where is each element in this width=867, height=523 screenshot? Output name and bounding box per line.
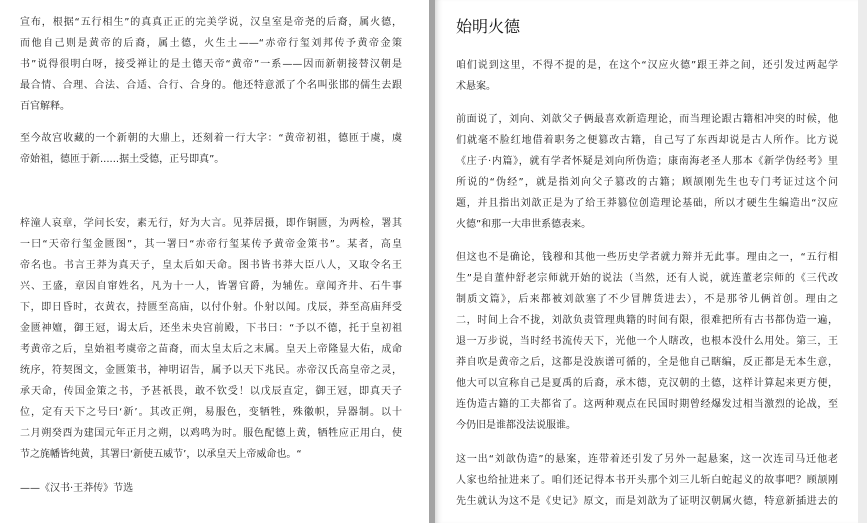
quote-block	[20, 213, 402, 465]
text-line: 火德”和那一大串世系德表来。	[456, 219, 592, 230]
left-page[interactable]	[0, 0, 429, 523]
text-line: 二月朔癸酉为建国元年正月之朔，以鸡鸣为时。服色配德上黄，牺牲应正用白，使	[20, 428, 402, 439]
text-line: 帝名也。书言王莽为真天子，皇太后如天命。图书皆书莽大臣八人，又取令名王	[20, 260, 402, 271]
text-line: 先生就认为这不是《史记》原文，而是刘歆为了证明汉朝属火德，特意新插进去的	[456, 496, 838, 507]
text-line: 金匮神嬗，御王冠，谒太后，还坐未央宫前殿，下书曰：“予以不德，托于皇初祖	[20, 323, 402, 334]
paragraph	[456, 55, 838, 97]
text-line: 宣布，根据“五行相生”的真真正正的完美学说，汉皇室是帝尧的后裔，属火德，	[20, 17, 402, 28]
text-line: 今仍旧是谁都没法说服谁。	[456, 420, 576, 431]
paragraph	[20, 128, 402, 170]
text-line: 他大可以宣称自己是夏禹的后裔，承木德，克汉朝的土德，这样计算起来更方便，	[456, 378, 838, 389]
text-line: 题，并且指出刘歆正是为了给王莽篡位创造理论基础，所以才硬生生编造出“汉应	[456, 198, 838, 209]
text-line: 承天命，传国金策之书，予甚祇畏，敢不钦受！以戊辰直定，御王冠，即真天子	[20, 386, 402, 397]
text-line: 但这也不是确论，钱穆和其他一些历史学者就力辩并无此事。理由之一，“五行相	[456, 252, 838, 263]
text-line: 二，时间上合不拢，刘歆负责管理典籍的时间有限，很难把所有古书都伪造一遍，	[456, 315, 838, 326]
text-line: 生”是自董仲舒老宗师就开始的说法（当然，还有人说，就连董老宗师的《三代改	[456, 273, 838, 284]
text-line: 《庄子·内篇》，就有学者怀疑是刘向所伪造；康南海老圣人那本《新学伪经考》里	[456, 156, 838, 167]
text-line: 而他自己则是黄帝的后裔，属土德，火生土——“赤帝行玺刘邦传予黄帝金策	[20, 38, 402, 49]
text-line: 莽自吹是黄帝之后，这都是没族谱可循的，全是他自己瞎编，反正都是无本生意，	[456, 357, 838, 368]
page-edge	[858, 0, 867, 523]
text-line: 兴、王盛，章因自窜姓名，凡为十一人，皆署官爵，为辅佐。章闻齐井、石牛事	[20, 281, 402, 292]
text-line: 术悬案。	[456, 81, 496, 92]
source-line: ——《汉书·王莽传》节选	[20, 483, 134, 494]
text-line: 节之旄幡皆纯黄，其署曰‘新使五威节’，以承皇天上帝威命也。“	[20, 449, 302, 460]
text-line: 下，即日昏时，衣黄衣，持匮至高庙，以付仆射。仆射以闻。戊辰，莽至高庙拜受	[20, 302, 402, 313]
text-line: 人家也给扯进来了。咱们还记得本书开头那个刘三儿斩白蛇起义的故事吧？顾颉刚	[456, 475, 838, 486]
text-line: 位，定有天下之号曰‘新’。其改正朔，易服色，变牺牲，殊徽帜，异器制。以十	[20, 407, 402, 418]
text-line: 最合情、合理、合法、合适、合行、合身的。他还特意派了个名叫张邯的儒生去跟	[20, 80, 402, 91]
paragraph	[456, 449, 838, 512]
text-line: 制质文篇》，后来都被刘歆塞了不少冒牌货进去），不是那爷儿俩首创。理由之	[456, 294, 838, 305]
text-line: 们就毫不脸红地借着职务之便篡改古籍，自己写了东西却说是古人所作。比方说	[456, 135, 838, 146]
text-line: 帝始祖，德匝于新......据土受德，正号即真”。	[20, 154, 225, 165]
text-line: 梓潼人哀章，学问长安，素无行，好为大言。见莽居摄，即作铜匮，为两检，署其	[20, 218, 402, 229]
text-line: 一曰“天帝行玺金匮图”，其一署曰“赤帝行玺某传予黄帝金策书”。某者，高皇	[20, 239, 402, 250]
text-line: 前面说了，刘向、刘歆父子俩最喜欢新造理论，而当理论跟古籍相冲突的时候，他	[456, 114, 838, 125]
text-line: 考黄帝之后，皇始祖考虞帝之苗裔，而太皇太后之末属。皇天上帝隆显大佑，成命	[20, 344, 402, 355]
text-line: 退一万步说，当时经书流传天下，光他一个人瞎改，也根本没什么用处。第三，王	[456, 336, 838, 347]
text-line: 至今故宫收藏的一个新朝的大鼎上，还刻着一行大字：“黄帝初祖，德匝于虞，虞	[20, 133, 402, 144]
paragraph	[456, 109, 838, 235]
text-line: 所说的“伪经”，就是指刘向父子篡改的古籍；顾颉刚先生也专门考证过这个问	[456, 177, 838, 188]
paragraph	[456, 247, 838, 436]
quote-source	[20, 478, 402, 499]
text-line: 这一出“刘歆伪造”的悬案，连带着还引发了另外一起悬案，这一次连司马迁他老	[456, 454, 838, 465]
text-line: 咱们说到这里，不得不提的是，在这个“汉应火德”跟王莽之间，还引发过两起学	[456, 60, 838, 71]
paragraph	[20, 12, 402, 117]
text-line: 连伪造古籍的工夫都省了。这两种观点在民国时期曾经爆发过相当激烈的论战，至	[456, 399, 838, 410]
text-line: 统序，符契图文，金匮策书，神明诏告，属予以天下兆民。赤帝汉氏高皇帝之灵，	[20, 365, 402, 376]
right-page[interactable]	[435, 0, 867, 523]
chapter-title: 始明火德	[456, 17, 521, 36]
text-line: 书”说得很明白呀，接受禅让的是土德天帝“黄帝”一系——因而新朝接替汉朝是	[20, 59, 402, 70]
text-line: 百官解释。	[20, 101, 70, 112]
